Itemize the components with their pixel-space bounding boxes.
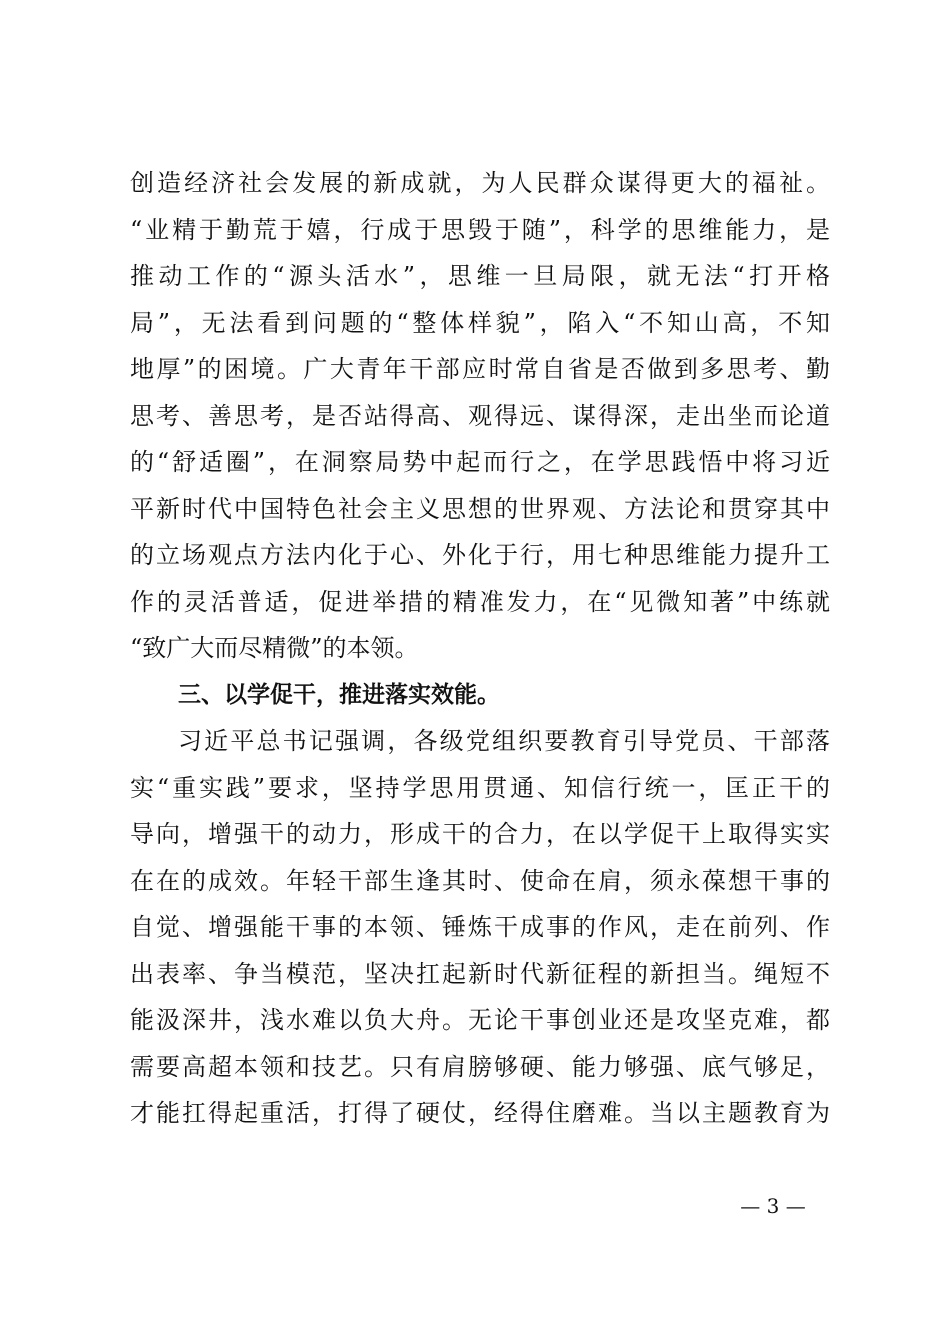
paragraph-line: 实“重实践”要求，坚持学思用贯通、知信行统一，匡正干的 — [130, 773, 830, 802]
page-number: — 3 — — [740, 1194, 806, 1218]
section-heading: 三、以学促干，推进落实效能。 — [178, 681, 500, 708]
paragraph-line: 自觉、增强能干事的本领、锤炼干成事的作风，走在前列、作 — [130, 913, 830, 941]
paragraph-line: 平新时代中国特色社会主义思想的世界观、方法论和贯穿其中 — [130, 494, 830, 523]
paragraph-line: 推动工作的“源头活水”，思维一旦局限，就无法“打开格 — [130, 262, 830, 290]
paragraph-line: 作的灵活普适，促进举措的精准发力，在“见微知著”中练就 — [130, 587, 830, 616]
paragraph-line: 在在的成效。年轻干部生逢其时、使命在肩，须永葆想干事的 — [130, 866, 830, 895]
paragraph-line: 才能扛得起重活，打得了硬仗，经得住磨难。当以主题教育为 — [130, 1099, 830, 1127]
paragraph-line: 导向，增强干的动力，形成干的合力，在以学促干上取得实实 — [130, 820, 830, 848]
paragraph-line: 的“舒适圈”，在洞察局势中起而行之，在学思践悟中将习近 — [130, 448, 830, 476]
paragraph-line: 局”，无法看到问题的“整体样貌”，陷入“不知山高，不知 — [130, 308, 830, 337]
paragraph-line: 地厚”的困境。广大青年干部应时常自省是否做到多思考、勤 — [130, 355, 830, 383]
paragraph-line: 能汲深井，浅水难以负大舟。无论干事创业还是攻坚克难，都 — [130, 1006, 830, 1034]
paragraph-line: 创造经济社会发展的新成就，为人民群众谋得更大的福祉。 — [130, 169, 830, 197]
body-text — [130, 160, 830, 1137]
paragraph-line: 需要高超本领和技艺。只有肩膀够硬、能力够强、底气够足， — [130, 1052, 830, 1081]
paragraph-line: 思考、善思考，是否站得高、观得远、谋得深，走出坐而论道 — [130, 401, 830, 430]
paragraph-line: 出表率、争当模范，坚决扛起新时代新征程的新担当。绳短不 — [130, 959, 830, 988]
paragraph-line: “致广大而尽精微”的本领。 — [130, 634, 419, 662]
paragraph-line: 习近平总书记强调，各级党组织要教育引导党员、干部落 — [178, 727, 830, 755]
paragraph-line: 的立场观点方法内化于心、外化于行，用七种思维能力提升工 — [130, 541, 830, 569]
paragraph-line: “业精于勤荒于嬉，行成于思毁于随”，科学的思维能力，是 — [130, 215, 830, 244]
